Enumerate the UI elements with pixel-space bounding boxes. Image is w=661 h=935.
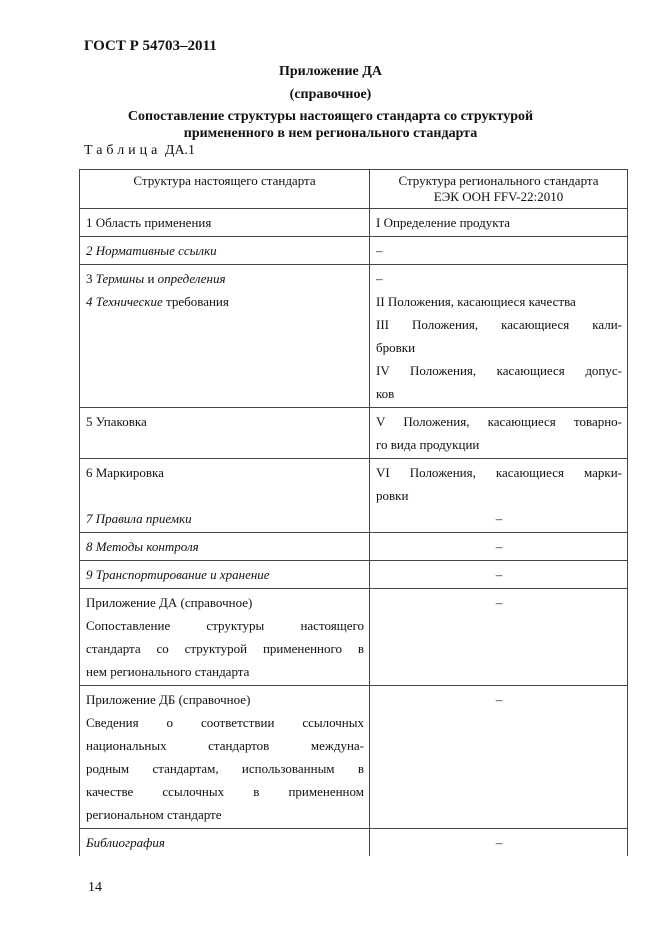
row6-7-right: [370, 459, 628, 533]
row9-left: 9 Транспортирование и хранение: [80, 561, 370, 589]
row11-line2: национальных стандартов междуна-: [86, 738, 364, 753]
row9-right: –: [370, 561, 628, 589]
row4-tech: 4 Технические: [86, 294, 163, 309]
appendix-subtitle: (справочное): [289, 87, 372, 102]
table-row: [80, 589, 628, 686]
row11-line4: качестве ссылочных в примененном: [86, 784, 364, 799]
row4-right-2a: III Положения, касающиеся кали-: [376, 317, 622, 332]
row5-right: [370, 408, 628, 459]
row8-right: –: [370, 533, 628, 561]
row3-term: Термины: [95, 271, 145, 286]
row2-right: –: [370, 237, 628, 265]
table-row: [80, 459, 628, 533]
row11-left: [80, 686, 370, 829]
row3-right: –: [376, 271, 383, 286]
row5-left: 5 Упаковка: [80, 408, 370, 459]
row10-line1: Сопоставление структуры настоящего: [86, 618, 364, 633]
row10-line2: стандарта со структурой примененного в: [86, 641, 364, 656]
row11-line5: региональном стандарте: [86, 807, 222, 822]
row7-left: 7 Правила приемки: [86, 511, 192, 526]
row10-line3: нем регионального стандарта: [86, 664, 250, 679]
row3-num: 3: [86, 271, 93, 286]
header-right: [370, 170, 628, 209]
row4-right-3a: IV Положения, касающиеся допус-: [376, 363, 622, 378]
row3-and: и: [147, 271, 155, 286]
page-number: 14: [88, 880, 102, 895]
row2-left: 2 Нормативные ссылки: [80, 237, 370, 265]
header-right-line1: Структура регионального стандарта: [398, 173, 599, 188]
document-code: ГОСТ Р 54703–2011: [84, 38, 217, 54]
row5-right-b: го вида продукции: [376, 437, 480, 452]
table-row: [80, 209, 628, 237]
row4-right-2b: бровки: [376, 340, 416, 355]
table-row: [80, 686, 628, 829]
row4-left: [86, 290, 364, 313]
table-caption-word: Таблица: [84, 143, 162, 158]
table-row: [80, 265, 628, 408]
row11-line3: родным стандартам, использованным в: [86, 761, 364, 776]
row3-left: [86, 267, 364, 290]
table-caption: [84, 143, 195, 159]
table-row: [80, 237, 628, 265]
row1-right: I Определение продукта: [370, 209, 628, 237]
row10-left: [80, 589, 370, 686]
row12-right: –: [370, 829, 628, 857]
appendix-title: Приложение ДА: [278, 64, 383, 79]
table-row: [80, 408, 628, 459]
row1-left: 1 Область применения: [80, 209, 370, 237]
table-row: [80, 561, 628, 589]
row4-req: требования: [166, 294, 229, 309]
row5-right-a: V Положения, касающиеся товарно-: [376, 414, 622, 429]
row10-title: Приложение ДА (справочное): [86, 595, 253, 610]
row12-left: Библиография: [80, 829, 370, 857]
structure-comparison-table: [79, 169, 628, 856]
row4-right-3b: ков: [376, 386, 395, 401]
row6-right-a: VI Положения, касающиеся марки-: [376, 465, 622, 480]
header-left: Структура настоящего стандарта: [80, 170, 370, 209]
table-row: [80, 829, 628, 857]
table-row: [80, 533, 628, 561]
row6-7-left: [80, 459, 370, 533]
row3-def: определения: [157, 271, 226, 286]
table-caption-number: ДА.1: [164, 143, 196, 158]
table-header-row: [80, 170, 628, 209]
header-right-line2: ЕЭК ООН FFV-22:2010: [433, 189, 564, 204]
row6-left: 6 Маркировка: [86, 465, 164, 480]
appendix-heading-line2: примененного в нем регионального стандарта: [183, 126, 478, 141]
row6-right-b: ровки: [376, 488, 409, 503]
row7-right: –: [495, 511, 503, 526]
row10-right: –: [370, 589, 628, 686]
row3-4-left: [80, 265, 370, 408]
row4-right-1: II Положения, касающиеся качества: [376, 294, 576, 309]
row11-title: Приложение ДБ (справочное): [86, 692, 251, 707]
row11-line1: Сведения о соответствии ссылочных: [86, 715, 364, 730]
appendix-heading-line1: Сопоставление структуры настоящего стандарта со структурой: [127, 109, 534, 124]
row3-4-right: [370, 265, 628, 408]
row8-left: 8 Методы контроля: [80, 533, 370, 561]
row11-right: –: [370, 686, 628, 829]
